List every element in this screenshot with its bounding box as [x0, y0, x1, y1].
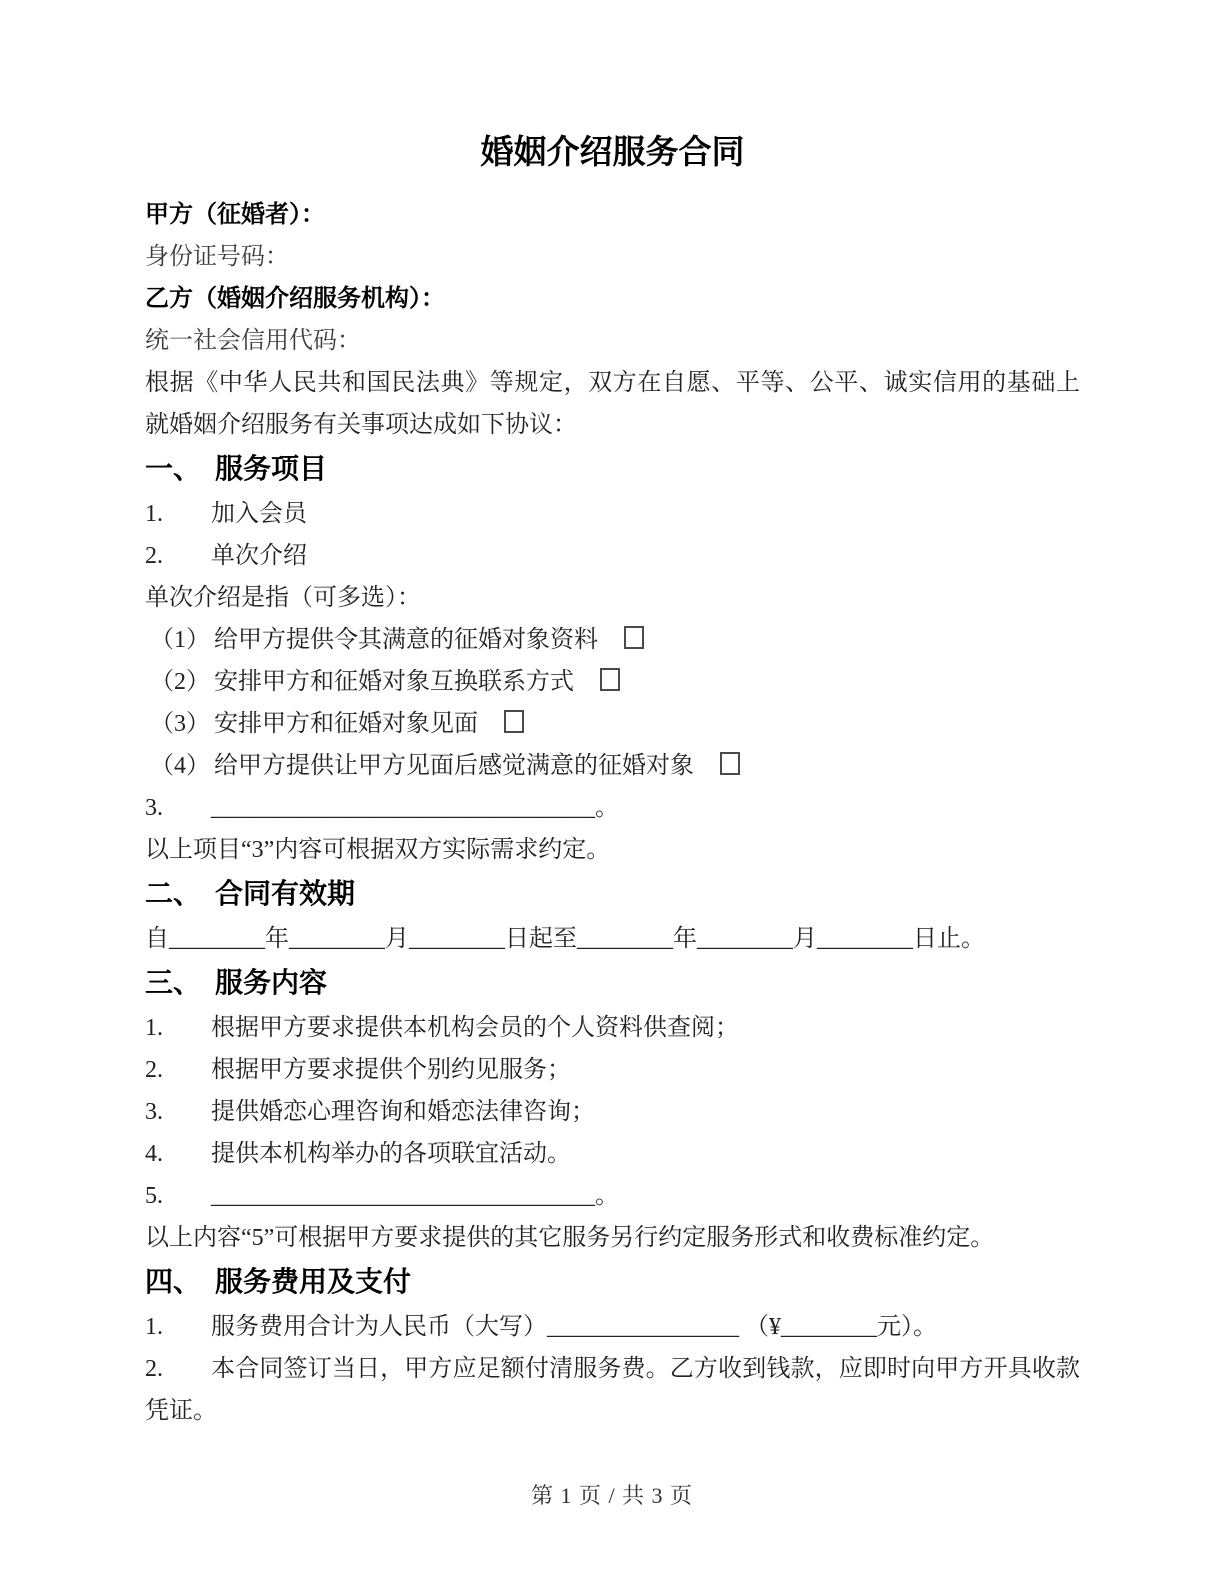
item-number: 2. — [145, 1356, 163, 1382]
page-number-footer: 第 1 页 / 共 3 页 — [530, 1483, 694, 1508]
section-2-number: 二、 — [145, 879, 202, 910]
list-item — [145, 493, 1080, 535]
list-item — [145, 1091, 1080, 1133]
party-b-label: 乙方（婚姻介绍服务机构）： — [145, 286, 445, 312]
section-4-number: 四、 — [145, 1267, 202, 1298]
item-number: 5. — [145, 1183, 163, 1209]
item-text: 本合同签订当日，甲方应足额付清服务费。乙方收到钱款，应即时向甲方开具收款凭证。 — [145, 1356, 1080, 1424]
option-4-checkbox[interactable] — [720, 752, 740, 775]
blank-field: ________________________________ — [211, 1183, 595, 1209]
item-text: 提供婚恋心理咨询和婚恋法律咨询； — [211, 1099, 595, 1125]
validity-date-line: 自________年________月________日起至________年________月________日止。 — [145, 926, 985, 952]
options-note: 单次介绍是指（可多选）： — [145, 585, 421, 611]
option-number: （3） — [150, 711, 210, 737]
section-2-heading — [145, 871, 1080, 918]
section-3-heading — [145, 960, 1080, 1007]
payment-list-item — [145, 1348, 1080, 1432]
option-item — [145, 703, 1080, 745]
blank-list-item — [145, 787, 1080, 829]
option-1-checkbox[interactable] — [624, 626, 644, 649]
page-title: 婚姻介绍服务合同 — [480, 135, 745, 171]
section-3-number: 三、 — [145, 968, 202, 999]
id-number-label: 身份证号码： — [145, 244, 289, 270]
option-item — [145, 661, 1080, 703]
option-number: （1） — [150, 627, 210, 653]
blank-suffix: 。 — [595, 795, 619, 821]
option-2-checkbox[interactable] — [600, 668, 620, 691]
item-number: 1. — [145, 1314, 163, 1340]
section-1-number: 一、 — [145, 454, 202, 485]
section-1-heading — [145, 446, 1080, 493]
item-text: 加入会员 — [211, 501, 307, 527]
blank-suffix: 。 — [595, 1183, 619, 1209]
list-item — [145, 1049, 1080, 1091]
fee-list-item — [145, 1306, 1080, 1348]
party-a-label: 甲方（征婚者）： — [145, 202, 325, 228]
item-text: 服务费用合计为人民币（大写）________________ （¥________元）。 — [211, 1314, 937, 1340]
section-4-heading — [145, 1259, 1080, 1306]
option-number: （2） — [150, 669, 210, 695]
preamble: 根据《中华人民共和国民法典》等规定，双方在自愿、平等、公平、诚实信用的基础上就婚姻介绍服务有关事项达成如下协议： — [145, 370, 1080, 438]
item-text: 根据甲方要求提供个别约见服务； — [211, 1057, 571, 1083]
blank-field: ________________________________ — [211, 795, 595, 821]
item-number: 3. — [145, 795, 163, 821]
item-number: 3. — [145, 1099, 163, 1125]
credit-code-label: 统一社会信用代码： — [145, 328, 361, 354]
item-number: 1. — [145, 501, 163, 527]
option-text: 安排甲方和征婚对象互换联系方式 — [214, 669, 574, 695]
item-text: 根据甲方要求提供本机构会员的个人资料供查阅； — [211, 1015, 739, 1041]
option-text: 给甲方提供令其满意的征婚对象资料 — [214, 627, 598, 653]
item-number: 2. — [145, 1057, 163, 1083]
item-number: 2. — [145, 543, 163, 569]
list-item — [145, 535, 1080, 577]
option-text: 给甲方提供让甲方见面后感觉满意的征婚对象 — [214, 753, 694, 779]
list-item — [145, 1133, 1080, 1175]
option-item — [145, 619, 1080, 661]
section-4-title: 服务费用及支付 — [215, 1267, 412, 1298]
section-1-title: 服务项目 — [215, 454, 328, 485]
option-text: 安排甲方和征婚对象见面 — [214, 711, 478, 737]
section-3-remark: 以上内容“5”可根据甲方要求提供的其它服务另行约定服务形式和收费标准约定。 — [145, 1225, 995, 1251]
section-2-title: 合同有效期 — [215, 879, 356, 910]
option-number: （4） — [150, 753, 210, 779]
option-3-checkbox[interactable] — [504, 710, 524, 733]
item-text: 提供本机构举办的各项联宜活动。 — [211, 1141, 571, 1167]
list-item — [145, 1007, 1080, 1049]
section-1-remark: 以上项目“3”内容可根据双方实际需求约定。 — [145, 837, 611, 863]
option-item — [145, 745, 1080, 787]
blank-list-item — [145, 1175, 1080, 1217]
item-number: 1. — [145, 1015, 163, 1041]
item-number: 4. — [145, 1141, 163, 1167]
item-text: 单次介绍 — [211, 543, 307, 569]
section-3-title: 服务内容 — [215, 968, 328, 999]
